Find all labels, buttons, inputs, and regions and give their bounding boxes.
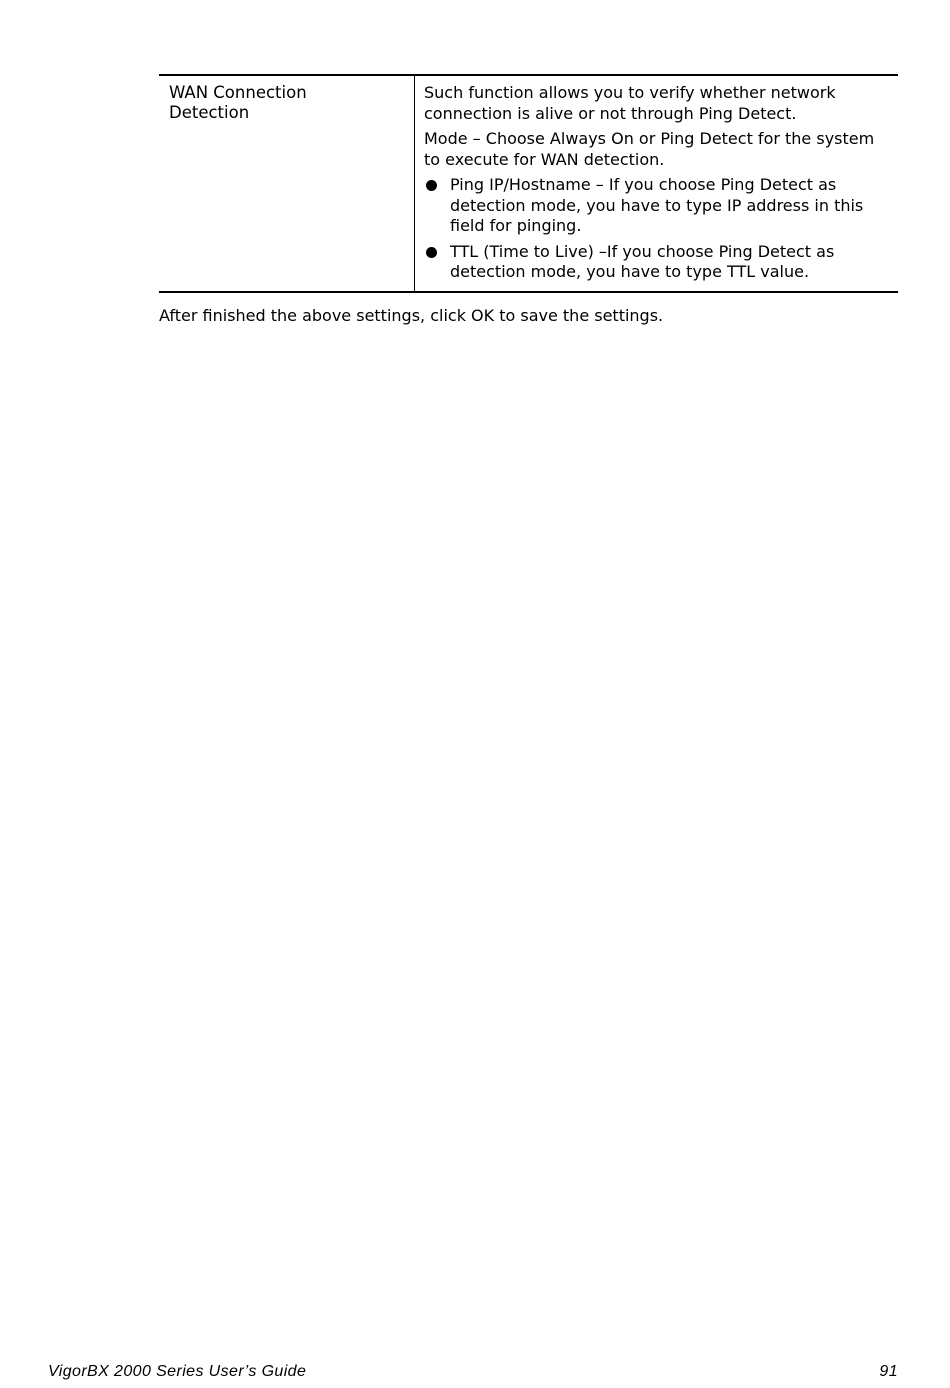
table-row [159, 75, 898, 292]
mode-paragraph: Mode – Choose Always On or Ping Detect for the system to execute for WAN detection. [424, 129, 875, 169]
bullet-item-ping-ip [424, 175, 888, 237]
bullet-icon [426, 247, 437, 258]
term-cell [159, 75, 415, 292]
description-paragraph: Such function allows you to verify whether network connection is alive or not through Ping Detect. [424, 83, 836, 123]
bullet-text: TTL (Time to Live) –If you choose Ping Detect as detection mode, you have to type TTL value. [450, 241, 835, 281]
bullet-item-ttl [424, 242, 888, 283]
term-line-1: WAN Connection [169, 83, 307, 102]
bullet-icon [426, 180, 437, 191]
after-settings-text: After finished the above settings, click OK to save the settings. [159, 306, 664, 325]
footer-page-number: 91 [879, 1363, 898, 1380]
bullet-text: Ping IP/Hostname – If you choose Ping Detect as detection mode, you have to type IP address in this field for pinging. [450, 175, 864, 235]
parameter-table [159, 74, 898, 293]
footer-guide-title: VigorBX 2000 Series User’s Guide [48, 1363, 307, 1380]
description-cell [415, 75, 899, 292]
term-line-2: Detection [169, 103, 250, 122]
